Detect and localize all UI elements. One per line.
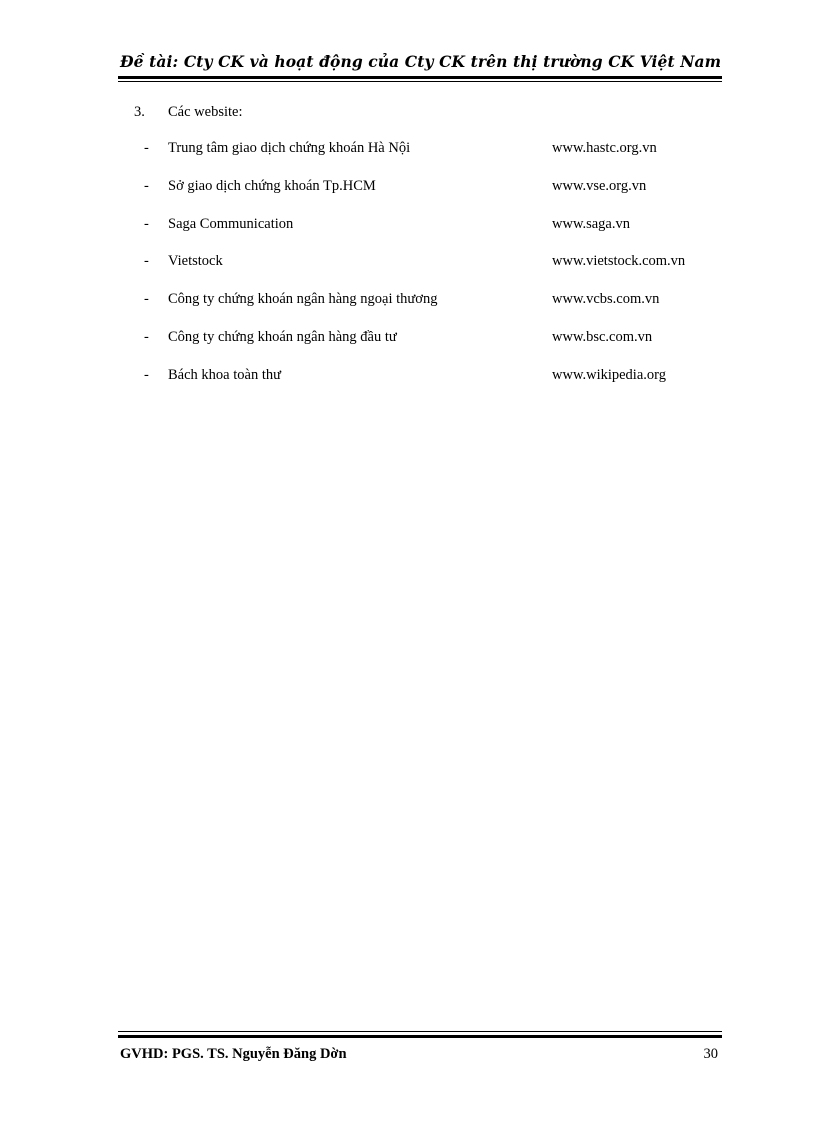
website-name: Sở giao dịch chứng khoán Tp.HCM <box>168 177 376 194</box>
list-dash: - <box>144 366 149 383</box>
website-list <box>0 140 816 405</box>
website-url: www.saga.vn <box>552 215 630 232</box>
section-title: Các website: <box>168 104 243 120</box>
website-list-item <box>0 291 816 329</box>
website-name: Công ty chứng khoán ngân hàng đầu tư <box>168 328 397 345</box>
header-title: Đề tài: Cty CK và hoạt động của Cty CK trên thị trường CK Việt Nam <box>120 52 722 71</box>
list-dash: - <box>144 291 149 308</box>
footer-rule-thin <box>118 1031 722 1032</box>
header-rule-thick <box>118 76 722 79</box>
website-list-item <box>0 140 816 178</box>
section-number: 3. <box>134 104 145 120</box>
website-url: www.vse.org.vn <box>552 177 647 194</box>
list-dash: - <box>144 140 149 156</box>
website-url: www.wikipedia.org <box>552 366 666 383</box>
website-name: Công ty chứng khoán ngân hàng ngoại thương <box>168 291 438 308</box>
website-list-item <box>0 216 816 254</box>
list-dash: - <box>144 177 149 194</box>
website-url: www.hastc.org.vn <box>552 140 657 156</box>
website-url: www.bsc.com.vn <box>552 328 653 345</box>
website-name: Trung tâm giao dịch chứng khoán Hà Nội <box>168 140 411 156</box>
page-number: 30 <box>703 1046 718 1062</box>
list-dash: - <box>144 253 149 270</box>
website-list-item <box>0 253 816 291</box>
website-list-item <box>0 367 816 405</box>
list-dash: - <box>144 328 149 345</box>
website-name: Vietstock <box>168 253 223 270</box>
website-list-item <box>0 329 816 367</box>
website-url: www.vcbs.com.vn <box>552 291 660 308</box>
website-list-item <box>0 178 816 216</box>
website-name: Bách khoa toàn thư <box>168 366 281 383</box>
website-url: www.vietstock.com.vn <box>552 253 686 270</box>
header-rule-thin <box>118 81 722 82</box>
footer-rule-thick <box>118 1035 722 1038</box>
website-name: Saga Communication <box>168 215 294 232</box>
list-dash: - <box>144 215 149 232</box>
footer-advisor: GVHD: PGS. TS. Nguyễn Đăng Dờn <box>120 1046 347 1062</box>
section-heading <box>134 104 243 121</box>
